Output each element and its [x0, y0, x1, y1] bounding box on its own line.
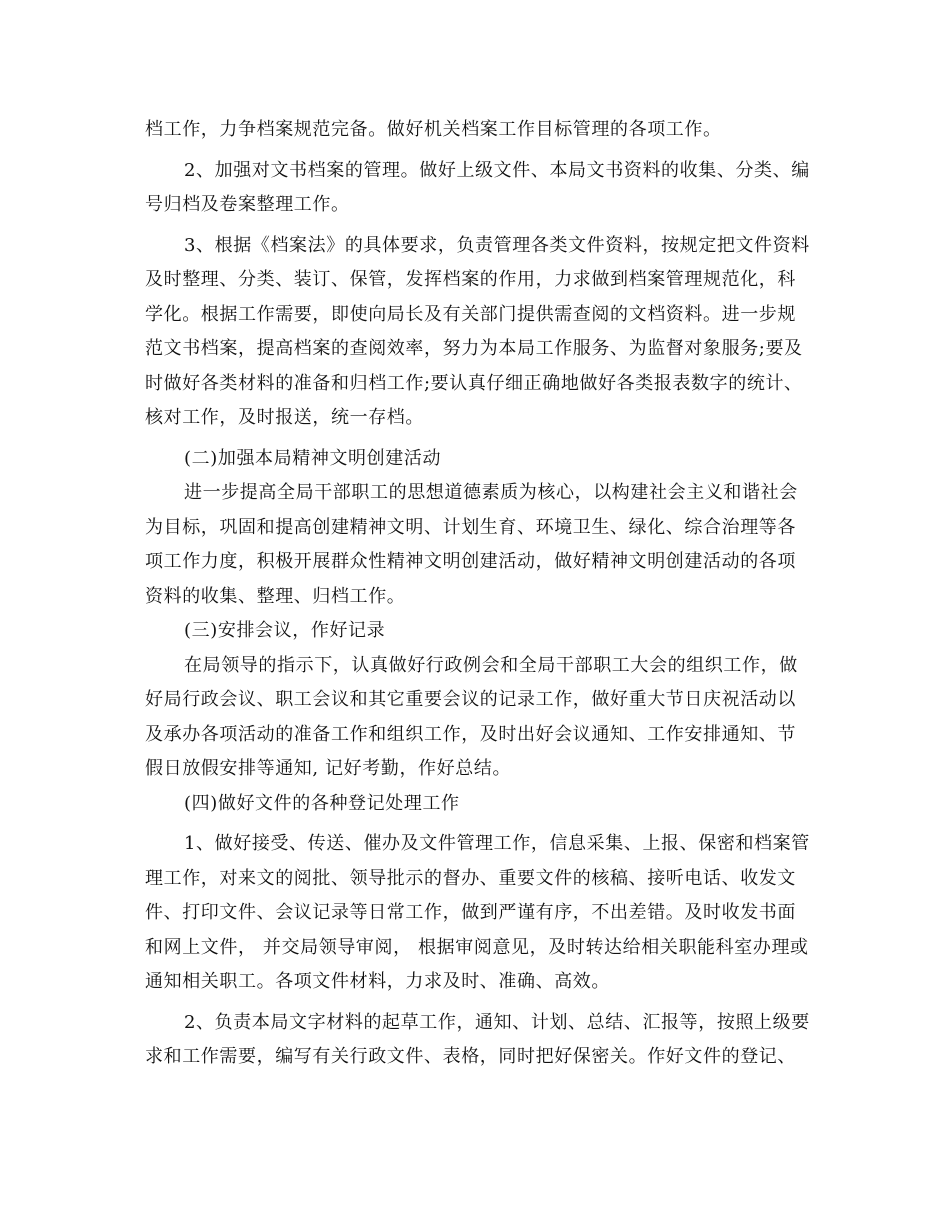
text-line: 进一步提高全局干部职工的思想道德素质为核心，以构建社会主义和谐社会	[184, 482, 798, 503]
text-line: 为目标，巩固和提高创建精神文明、计划生育、环境卫生、绿化、综合治理等各	[145, 516, 796, 538]
text-line: 范文书档案，提高档案的查阅效率，努力为本局工作服务、为监督对象服务;要及	[145, 338, 803, 359]
text-line: 在局领导的指示下，认真做好行政例会和全局干部职工大会的组织工作，做	[184, 654, 798, 676]
text-line: 2、加强对文书档案的管理。做好上级文件、本局文书资料的收集、分类、编	[184, 159, 810, 181]
text-line: 学化。根据工作需要，即使向局长及有关部门提供需查阅的文档资料。进一步规	[145, 303, 796, 325]
section-heading-3	[145, 614, 805, 649]
text-line: 项工作力度，积极开展群众性精神文明创建活动，做好精神文明创建活动的各项	[145, 551, 796, 572]
paragraph-item-2	[145, 154, 810, 223]
paragraph-continuation	[145, 113, 805, 148]
paragraph-spiritual-civilization	[145, 476, 805, 614]
section-heading-4	[145, 787, 805, 822]
text-line: 及时整理、分类、装订、保管，发挥档案的作用，力求做到档案管理规范化，科	[145, 269, 796, 290]
text-line: 和网上文件， 并交局领导审阅， 根据审阅意见，及时转达给相关职能科室办理或	[145, 936, 809, 958]
paragraph-item-1-documents	[145, 827, 810, 1000]
document-body	[145, 113, 810, 1075]
text-line: 求和工作需要，编写有关行政文件、表格，同时把好保密关。作好文件的登记、	[145, 1046, 796, 1067]
text-line: 1、做好接受、传送、催办及文件管理工作，信息采集、上报、保密和档案管	[184, 833, 810, 854]
text-line: 好局行政会议、职工会议和其它重要会议的记录工作，做好重大节日庆祝活动以	[145, 689, 796, 710]
section-heading-text: (四)做好文件的各种登记处理工作	[184, 792, 460, 814]
text-line: 理工作，对来文的阅批、领导批示的督办、重要文件的核稿、接听电话、收发文	[145, 867, 796, 889]
text-line: 2、负责本局文字材料的起草工作，通知、计划、总结、汇报等，按照上级要	[184, 1011, 810, 1033]
text-line: 号归档及卷案整理工作。	[145, 194, 350, 215]
paragraph-item-3	[145, 229, 810, 436]
text-line: 假日放假安排等通知, 记好考勤，作好总结。	[145, 758, 512, 779]
text-line: 3、根据《档案法》的具体要求，负责管理各类文件资料，按规定把文件资料	[184, 234, 810, 256]
paragraph-meetings	[145, 649, 805, 787]
paragraph-item-2-drafting	[145, 1006, 810, 1075]
section-heading-text: (二)加强本局精神文明创建活动	[184, 447, 442, 469]
text-line: 资料的收集、整理、归档工作。	[145, 585, 406, 607]
section-heading-text: (三)安排会议，作好记录	[184, 620, 386, 641]
text-line: 件、打印文件、会议记录等日常工作，做到严谨有序，不出差错。及时收发书面	[145, 902, 796, 923]
section-heading-2	[145, 442, 805, 477]
text-line: 及承办各项活动的准备工作和组织工作，及时出好会议通知、工作安排通知、节	[145, 723, 796, 745]
text-line: 核对工作，及时报送，统一存档。	[145, 407, 424, 428]
text-line: 档工作，力争档案规范完备。做好机关档案工作目标管理的各项工作。	[145, 119, 722, 140]
text-line: 时做好各类材料的准备和归档工作;要认真仔细正确地做好各类报表数字的统计、	[145, 372, 803, 394]
text-line: 通知相关职工。各项文件材料，力求及时、准确、高效。	[145, 971, 610, 992]
